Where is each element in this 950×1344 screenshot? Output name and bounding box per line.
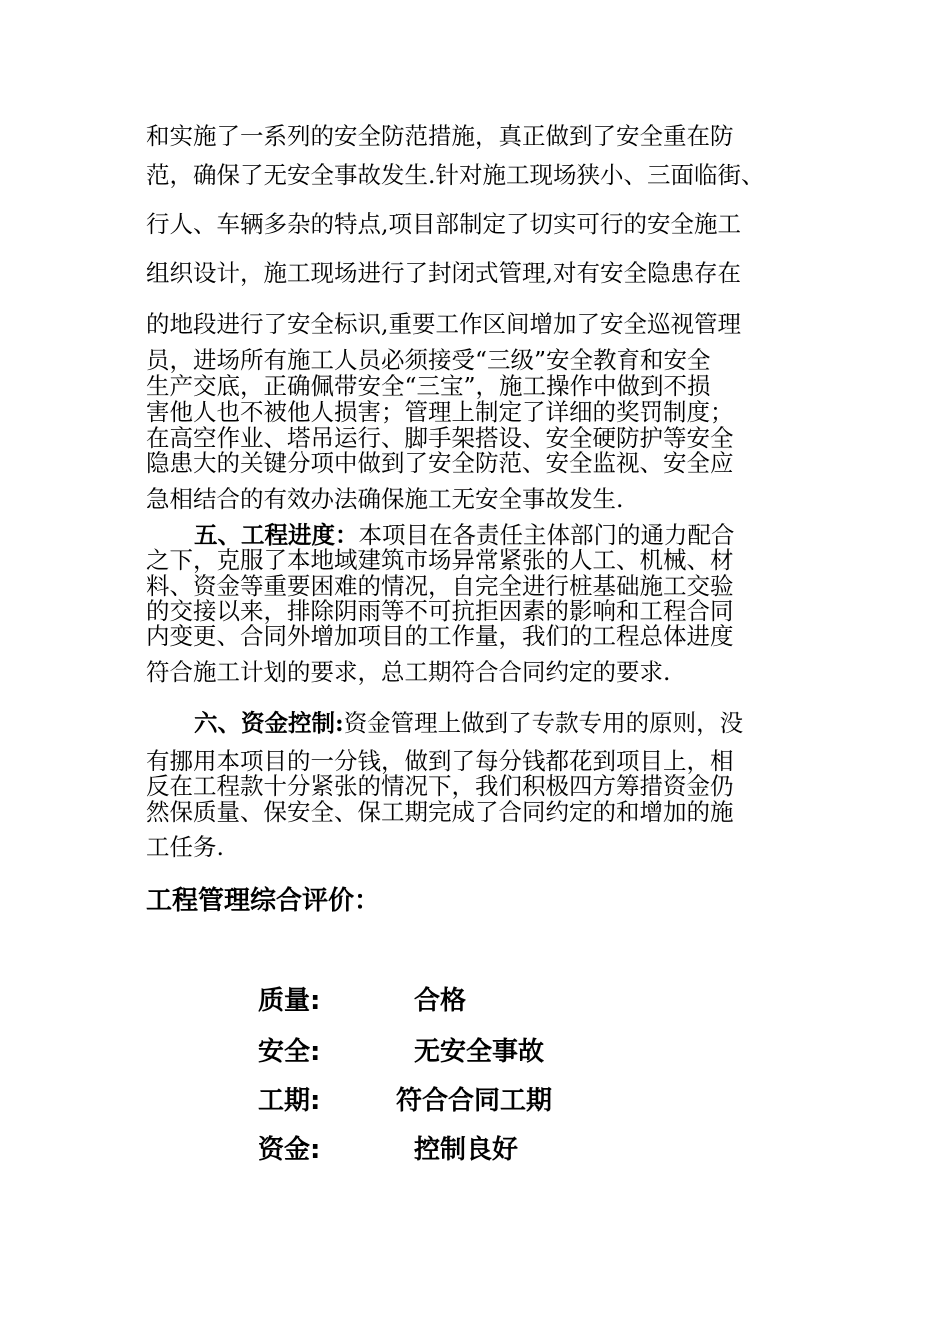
text-line: 害他人也不被他人损害；管理上制定了详细的奖罚制度； <box>146 398 734 426</box>
text-line: 生产交底，正确佩带安全“三宝”，施工操作中做到不损 <box>146 372 711 400</box>
text-line: 员，进场所有施工人员必须接受“三级”安全教育和安全 <box>146 346 711 374</box>
text-line: 之下，克服了本地域建筑市场异常紧张的人工、机械、材 <box>146 546 734 574</box>
section6-text: 资金管理上做到了专款专用的原则，没 <box>343 709 744 737</box>
text-line: 的交接以来，排除阴雨等不可抗拒因素的影响和工程合同 <box>146 597 734 625</box>
eval-value-schedule: 符合合同工期 <box>396 1086 553 1116</box>
eval-value-funding: 控制良好 <box>414 1135 519 1165</box>
text-line: 行人、车辆多杂的特点,项目部制定了切实可行的安全施工 <box>146 210 741 238</box>
text-line: 的地段进行了安全标识,重要工作区间增加了安全巡视管理 <box>146 310 741 338</box>
section6-title: 六、资金控制: <box>194 709 344 737</box>
text-line: 在高空作业、塔吊运行、脚手架搭设、安全硬防护等安全 <box>146 424 734 452</box>
text-line: 料、资金等重要困难的情况，自完全进行桩基础施工交验 <box>146 572 734 600</box>
section5-first-line <box>194 521 735 549</box>
text-line: 和实施了一系列的安全防范措施，真正做到了安全重在防 <box>146 122 734 150</box>
eval-value-quality: 合格 <box>414 986 467 1016</box>
text-line: 内变更、合同外增加项目的工作量，我们的工程总体进度 <box>146 622 734 650</box>
text-line: 符合施工计划的要求，总工期符合合同约定的要求. <box>146 658 671 686</box>
eval-label-schedule: 工期: <box>258 1086 321 1116</box>
section6-first-line <box>194 709 743 737</box>
text-line: 有挪用本项目的一分钱，做到了每分钱都花到项目上，相 <box>146 747 734 775</box>
text-line: 然保质量、保安全、保工期完成了合同约定的和增加的施 <box>146 798 734 826</box>
section5-title: 五、工程进度： <box>194 521 359 549</box>
text-line: 组织设计，施工现场进行了封闭式管理,对有安全隐患存在 <box>146 259 741 287</box>
text-line: 工任务. <box>146 833 224 861</box>
eval-label-funding: 资金: <box>258 1135 321 1165</box>
text-line: 急相结合的有效办法确保施工无安全事故发生. <box>146 485 624 513</box>
evaluation-heading: 工程管理综合评价： <box>146 886 381 916</box>
text-line: 隐患大的关键分项中做到了安全防范、安全监视、安全应 <box>146 449 734 477</box>
eval-value-safety: 无安全事故 <box>414 1037 545 1067</box>
text-line: 范，确保了无安全事故发生.针对施工现场狭小、三面临街、 <box>146 161 765 189</box>
eval-label-quality: 质量: <box>258 986 321 1016</box>
eval-label-safety: 安全: <box>258 1037 321 1067</box>
text-line: 反在工程款十分紧张的情况下，我们积极四方筹措资金仍 <box>146 772 734 800</box>
section5-text: 本项目在各责任主体部门的通力配合 <box>358 521 735 549</box>
